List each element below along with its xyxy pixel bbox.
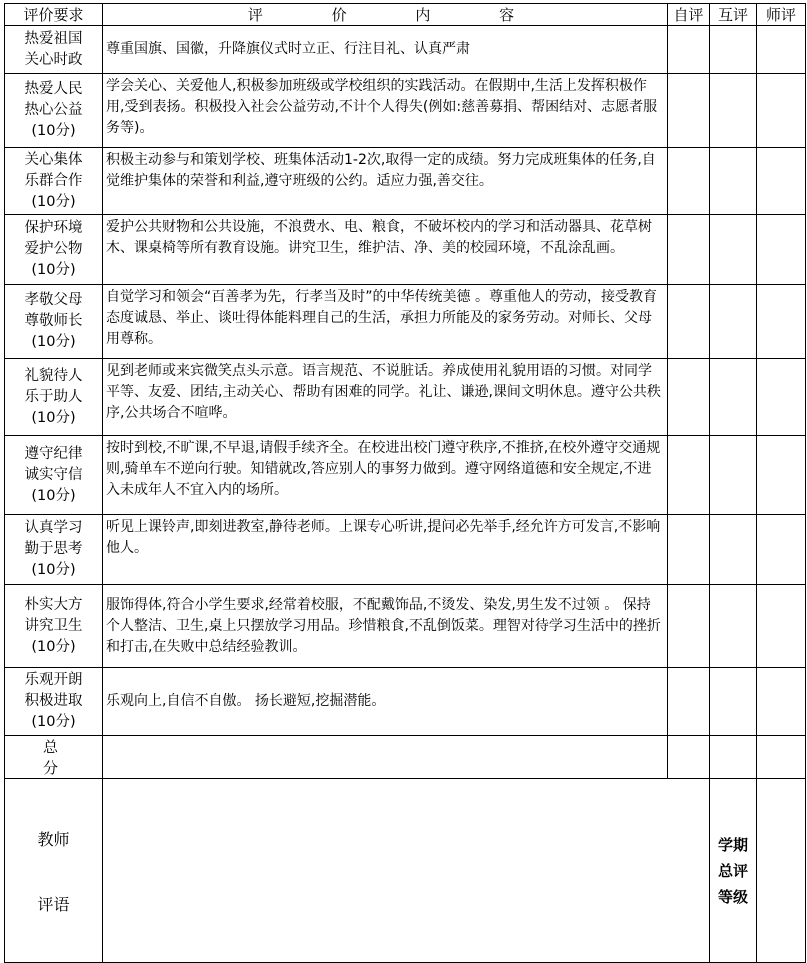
total-score-label: 总 分 — [5, 736, 103, 779]
teacher-score-cell[interactable] — [757, 285, 806, 359]
total-self-cell[interactable] — [668, 736, 710, 779]
self-score-cell[interactable] — [668, 74, 710, 148]
self-score-cell[interactable] — [668, 436, 710, 515]
teacher-score-cell[interactable] — [757, 215, 806, 285]
table-row — [5, 585, 806, 668]
requirement-line2: 乐于助人 — [24, 388, 83, 405]
requirement-score: (10分) — [31, 487, 76, 504]
requirement-line1: 乐观开朗 — [24, 672, 83, 688]
peer-score-cell[interactable] — [710, 285, 757, 359]
table-row — [5, 26, 806, 74]
requirement-line2: 爱护公物 — [24, 241, 83, 257]
requirement-line2: 关心时政 — [24, 51, 83, 68]
table-row — [5, 668, 806, 736]
self-score-cell[interactable] — [668, 585, 710, 668]
teacher-score-cell[interactable] — [757, 436, 806, 515]
teacher-score-cell[interactable] — [757, 668, 806, 736]
peer-score-cell[interactable] — [710, 436, 757, 515]
requirement-line1: 关心集体 — [24, 151, 83, 168]
table-row — [5, 148, 806, 215]
requirement-score: (10分) — [31, 638, 76, 655]
requirement-line2: 勤于思考 — [24, 541, 83, 557]
requirement-cell — [5, 26, 103, 74]
teacher-comment-area[interactable] — [103, 779, 710, 963]
requirement-line1: 保护环境 — [24, 220, 83, 236]
header-content: 评 价 内 容 — [103, 4, 668, 26]
total-row — [5, 736, 806, 779]
content-cell: 见到老师或来宾微笑点头示意。语言规范、不说脏话。养成使用礼貌用语的习惯。对同学平等、友爱、团结,主动关心、帮助有困难的同学。礼让、谦逊,课间文明休息。遵守公共秩序,公共场合不喧哗。 — [103, 359, 668, 436]
table-row — [5, 285, 806, 359]
header-self-eval: 自评 — [668, 4, 710, 26]
teacher-score-cell[interactable] — [757, 148, 806, 215]
peer-score-cell[interactable] — [710, 515, 757, 585]
requirement-line2: 乐群合作 — [24, 172, 83, 189]
header-peer-eval: 互评 — [710, 4, 757, 26]
peer-score-cell[interactable] — [710, 26, 757, 74]
requirement-cell — [5, 515, 103, 585]
total-teacher-cell[interactable] — [757, 736, 806, 779]
comment-label-line2: 评语 — [37, 894, 70, 914]
self-score-cell[interactable] — [668, 215, 710, 285]
grade-label-line1: 学期 — [717, 835, 748, 854]
requirement-line1: 礼貌待人 — [24, 367, 83, 384]
requirement-cell — [5, 585, 103, 668]
content-cell: 尊重国旗、国徽，升降旗仪式时立正、行注目礼、认真严肃 — [103, 26, 668, 74]
requirement-score: (10分) — [31, 714, 76, 730]
total-content-cell — [103, 736, 668, 779]
grade-label-line3: 等级 — [717, 887, 748, 906]
content-cell: 乐观向上,自信不自傲。 扬长避短,挖掘潜能。 — [103, 668, 668, 736]
requirement-line2: 热心公益 — [24, 102, 83, 118]
requirement-cell — [5, 215, 103, 285]
peer-score-cell[interactable] — [710, 215, 757, 285]
content-cell: 听见上课铃声,即刻进教室,静待老师。上课专心听讲,提问必先举手,经允许方可发言,不影响他人。 — [103, 515, 668, 585]
self-score-cell[interactable] — [668, 26, 710, 74]
self-score-cell[interactable] — [668, 668, 710, 736]
requirement-cell — [5, 668, 103, 736]
table-row — [5, 215, 806, 285]
self-score-cell[interactable] — [668, 148, 710, 215]
self-score-cell[interactable] — [668, 359, 710, 436]
teacher-score-cell[interactable] — [757, 515, 806, 585]
content-cell: 爱护公共财物和公共设施，不浪费水、电、粮食，不破坏校内的学习和活动器具、花草树木、课桌椅等所有教育设施。讲究卫生，维护洁、净、美的校园环境，不乱涂乱画。 — [103, 215, 668, 285]
requirement-score: (10分) — [31, 262, 76, 278]
header-row — [5, 4, 806, 26]
content-cell: 服饰得体,符合小学生要求,经常着校服，不配戴饰品,不烫发、染发,男生发不过领 。 保持个人整洁、卫生,桌上只摆放学习用品。珍惜粮食,不乱倒饭菜。理智对待学习生活中的挫折和打击,在失败中总结经验教训。 — [103, 585, 668, 668]
semester-grade-label — [710, 779, 757, 963]
requirement-score: (10分) — [31, 123, 76, 139]
table-row — [5, 515, 806, 585]
semester-grade-value[interactable] — [757, 779, 806, 963]
peer-score-cell[interactable] — [710, 585, 757, 668]
requirement-line1: 认真学习 — [24, 520, 83, 536]
self-score-cell[interactable] — [668, 285, 710, 359]
requirement-cell — [5, 148, 103, 215]
peer-score-cell[interactable] — [710, 148, 757, 215]
teacher-score-cell[interactable] — [757, 26, 806, 74]
peer-score-cell[interactable] — [710, 668, 757, 736]
requirement-line2: 讲究卫生 — [24, 617, 83, 634]
content-cell: 积极主动参与和策划学校、班集体活动1-2次,取得一定的成绩。努力完成班集体的任务,自觉维护集体的荣誉和利益,遵守班级的公约。适应力强,善交往。 — [103, 148, 668, 215]
teacher-score-cell[interactable] — [757, 585, 806, 668]
total-peer-cell[interactable] — [710, 736, 757, 779]
requirement-score: (10分) — [31, 334, 76, 350]
comment-label-line1: 教师 — [37, 829, 70, 849]
requirement-line1: 遵守纪律 — [24, 445, 83, 462]
requirement-score: (10分) — [31, 409, 76, 426]
teacher-score-cell[interactable] — [757, 359, 806, 436]
requirement-cell — [5, 285, 103, 359]
content-cell: 学会关心、关爱他人,积极参加班级或学校组织的实践活动。在假期中,生活上发挥积极作用,受到表扬。积极投入社会公益劳动,不计个人得失(例如:慈善募捐、帮困结对、志愿者服务等)。 — [103, 74, 668, 148]
requirement-line1: 朴实大方 — [24, 596, 83, 613]
table-row — [5, 359, 806, 436]
requirement-cell — [5, 436, 103, 515]
requirement-score: (10分) — [31, 562, 76, 578]
peer-score-cell[interactable] — [710, 359, 757, 436]
teacher-comment-label — [5, 779, 103, 963]
header-requirement: 评价要求 — [5, 4, 103, 26]
requirement-line1: 孝敬父母 — [24, 292, 83, 308]
table-row — [5, 74, 806, 148]
content-cell: 按时到校,不旷课,不早退,请假手续齐全。在校进出校门遵守秩序,不推挤,在校外遵守交通规则,骑单车不逆向行驶。知错就改,答应别人的事努力做到。遵守网络道德和安全规定,不进入未成年人不宜入内的场所。 — [103, 436, 668, 515]
requirement-cell — [5, 359, 103, 436]
self-score-cell[interactable] — [668, 515, 710, 585]
requirement-cell — [5, 74, 103, 148]
content-cell: 自觉学习和领会“百善孝为先，行孝当及时”的中华传统美德 。尊重他人的劳动，接受教育态度诚恳、举止、谈吐得体能料理自己的生活，承担力所能及的家务劳动。对师长、父母用尊称。 — [103, 285, 668, 359]
evaluation-table — [4, 3, 806, 963]
table-row — [5, 436, 806, 515]
header-teacher-eval: 师评 — [757, 4, 806, 26]
requirement-score: (10分) — [31, 193, 76, 210]
requirement-line2: 尊敬师长 — [24, 313, 83, 329]
requirement-line1: 热爱人民 — [24, 81, 83, 97]
teacher-score-cell[interactable] — [757, 74, 806, 148]
peer-score-cell[interactable] — [710, 74, 757, 148]
requirement-line2: 诚实守信 — [24, 466, 83, 483]
requirement-line2: 积极进取 — [24, 693, 83, 709]
grade-label-line2: 总评 — [717, 861, 748, 880]
comment-row — [5, 779, 806, 963]
requirement-line1: 热爱祖国 — [24, 30, 83, 47]
